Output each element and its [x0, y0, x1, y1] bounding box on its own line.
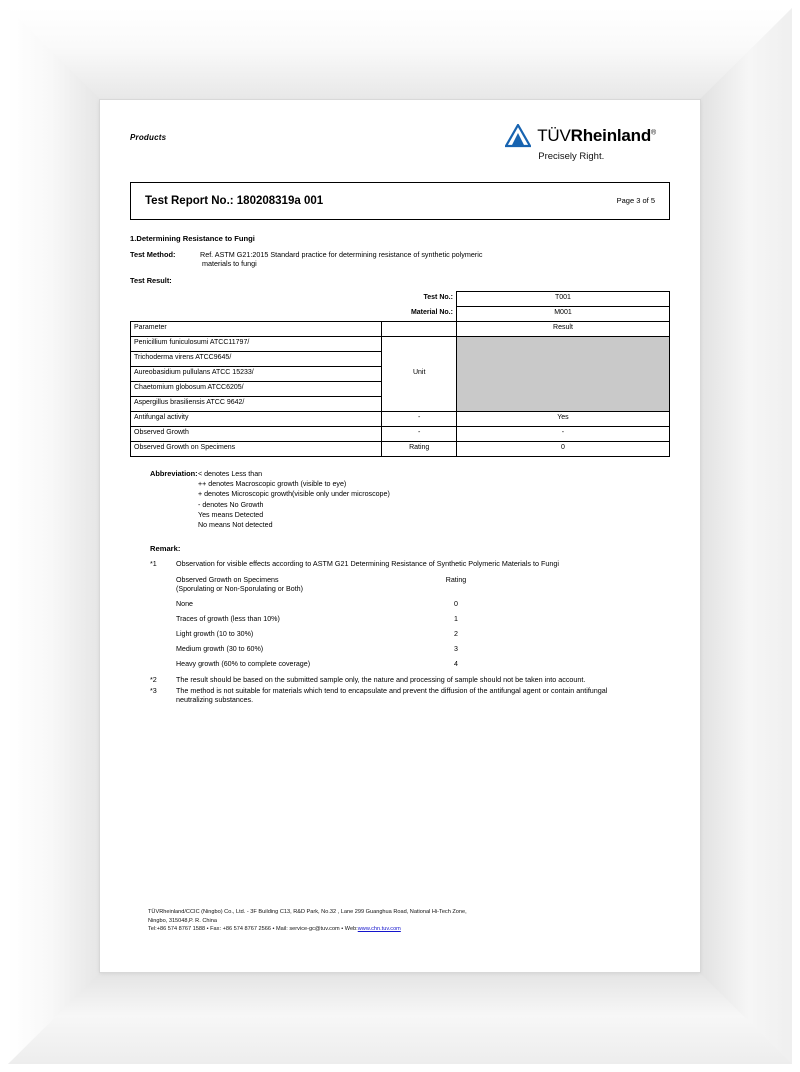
footer-line-2: Ningbo, 315048,P. R. China: [148, 917, 217, 924]
rating-value: 3: [454, 644, 458, 653]
page-indicator: Page 3 of 5: [616, 196, 655, 206]
rating-header-row: [176, 576, 476, 594]
table-header-row: [131, 321, 670, 336]
footer-line-1: TÜVRheinland/CCIC (Ningbo) Co., Ltd. - 3F Building C13, R&D Park, No.32 , Lane 299 Guanghua Road, National Hi-Tech Zone,: [148, 909, 467, 915]
test-method-label: Test Method:: [130, 250, 176, 260]
test-no-label: Test No.:: [382, 291, 456, 306]
rating-row: [176, 645, 476, 654]
rating-value: 0: [454, 600, 458, 609]
rating-value: 1: [454, 615, 458, 624]
organism-3: Aureobasidium pullulans ATCC 15233/: [131, 366, 382, 381]
remark-text: The result should be based on the submitted sample only, the nature and processing of sample should not be taken into account.: [176, 674, 586, 684]
rating-label: Light growth (10 to 30%): [176, 630, 254, 639]
abbreviation-label: Abbreviation:: [150, 468, 198, 478]
frame-edge-right: [696, 8, 792, 1064]
parameter-observed-growth-specimens: Observed Growth on Specimens: [131, 441, 382, 456]
table-row-organism: [131, 336, 670, 351]
remark-text: Observation for visible effects according to ASTM G21 Determining Resistance of Synthetic Polymeric Materials to Fungi: [176, 558, 559, 568]
abbreviation-line: + denotes Microscopic growth(visible only under microscope): [198, 490, 390, 499]
abbreviation-line: ++ denotes Macroscopic growth (visible to eye): [198, 480, 347, 489]
remark-item: [130, 675, 670, 684]
test-result-table: [130, 291, 670, 457]
rating-value: 2: [454, 630, 458, 639]
table-row-material-no: [131, 306, 670, 321]
frame-edge-top: [8, 8, 792, 104]
abbreviation-line: - denotes No Growth: [198, 500, 264, 509]
document-footer: [148, 908, 648, 934]
rating-header-line2: (Sporulating or Non-Sporulating or Both): [176, 585, 303, 594]
abbreviation-list: [198, 469, 390, 531]
logo-tagline: Precisely Right.: [538, 151, 605, 162]
report-title-box: [130, 182, 670, 220]
remark-item: [130, 559, 670, 568]
column-header-spacer: [382, 321, 456, 336]
logo-rheinland: Rheinland: [570, 126, 652, 146]
frame-edge-left: [8, 8, 104, 1064]
remark-item: [130, 686, 670, 704]
remark-number: *2: [150, 674, 157, 684]
result-antifungal-activity: Yes: [456, 411, 669, 426]
abbreviation-line: < denotes Less than: [198, 469, 263, 478]
column-header-parameter: Parameter: [131, 321, 382, 336]
rating-header-label: [176, 576, 396, 594]
test-no-value: T001: [456, 291, 669, 306]
rating-header-value: Rating: [445, 575, 467, 584]
organism-2: Trichoderma virens ATCC9645/: [131, 351, 382, 366]
unit-observed-growth: -: [382, 426, 456, 441]
rating-row: [176, 600, 476, 609]
remark-text: The method is not suitable for materials which tend to encapsulate and prevent the diffusion of the antifungal agent or contain antifungal neutralizing substances.: [176, 685, 608, 704]
report-title: Test Report No.: 180208319a 001: [145, 194, 324, 207]
parameter-observed-growth: Observed Growth: [131, 426, 382, 441]
tuv-triangle-icon: [505, 124, 531, 148]
rating-label: Traces of growth (less than 10%): [176, 615, 280, 624]
unit-antifungal-activity: -: [382, 411, 456, 426]
footer-website-link[interactable]: www.chn.tuv.com: [357, 926, 401, 933]
abbreviation-line: No means Not detected: [198, 521, 273, 530]
table-row: [131, 441, 670, 456]
rating-row: [176, 660, 476, 669]
remark-number: *1: [150, 558, 157, 568]
logo-tuv: TÜV: [537, 126, 571, 146]
products-label: Products: [130, 133, 167, 142]
rating-label: None: [176, 600, 193, 609]
logo-wordmark: [537, 125, 656, 146]
logo-registered-mark: ®: [651, 129, 656, 137]
rating-label: Medium growth (30 to 60%): [176, 644, 264, 653]
abbreviation-line: Yes means Detected: [198, 510, 264, 519]
document-page: [100, 100, 700, 972]
frame-edge-bottom: [8, 968, 792, 1064]
rating-row: [176, 630, 476, 639]
remark-label: Remark:: [150, 544, 181, 554]
unit-label: Unit: [382, 336, 456, 411]
material-no-label: Material No.:: [382, 306, 456, 321]
test-method-row: [130, 250, 670, 268]
table-row: [131, 411, 670, 426]
parameter-antifungal-activity: Antifungal activity: [131, 411, 382, 426]
organism-5: Aspergillus brasiliensis ATCC 9642/: [131, 396, 382, 411]
footer-line-3: [148, 925, 648, 934]
rating-row: [176, 615, 476, 624]
test-result-label: Test Result:: [130, 276, 172, 286]
organism-1: Penicillium funiculosumi ATCC11797/: [131, 336, 382, 351]
rating-value: 4: [454, 659, 458, 668]
tuv-rheinland-logo: [505, 124, 656, 163]
table-row: [131, 426, 670, 441]
document-header: [130, 124, 670, 172]
test-method-value: [200, 250, 482, 268]
test-method-line1: Ref. ASTM G21:2015 Standard practice for determining resistance of synthetic polymeric: [200, 250, 483, 260]
organism-4: Chaetomium globosum ATCC6205/: [131, 381, 382, 396]
table-row-test-no: [131, 291, 670, 306]
rating-scale-table: [176, 576, 476, 669]
footer-contact-text: Tel:+86 574 8767 1588 • Fax: +86 574 8767 2566 • Mail: service-gc@tuv.com • Web:: [148, 926, 358, 933]
test-method-line2: materials to fungi: [202, 259, 257, 269]
result-observed-growth-specimens: 0: [456, 441, 669, 456]
section-heading: 1.Determining Resistance to Fungi: [130, 234, 255, 243]
unit-observed-growth-specimens: Rating: [382, 441, 456, 456]
rating-header-line1: Observed Growth on Specimens: [176, 575, 279, 584]
rating-label: Heavy growth (60% to complete coverage): [176, 659, 311, 668]
organism-result-block: [456, 336, 669, 411]
result-observed-growth: -: [456, 426, 669, 441]
material-no-value: M001: [456, 306, 669, 321]
column-header-result: Result: [456, 321, 669, 336]
abbreviation-section: [130, 469, 670, 531]
remark-number: *3: [150, 685, 157, 695]
